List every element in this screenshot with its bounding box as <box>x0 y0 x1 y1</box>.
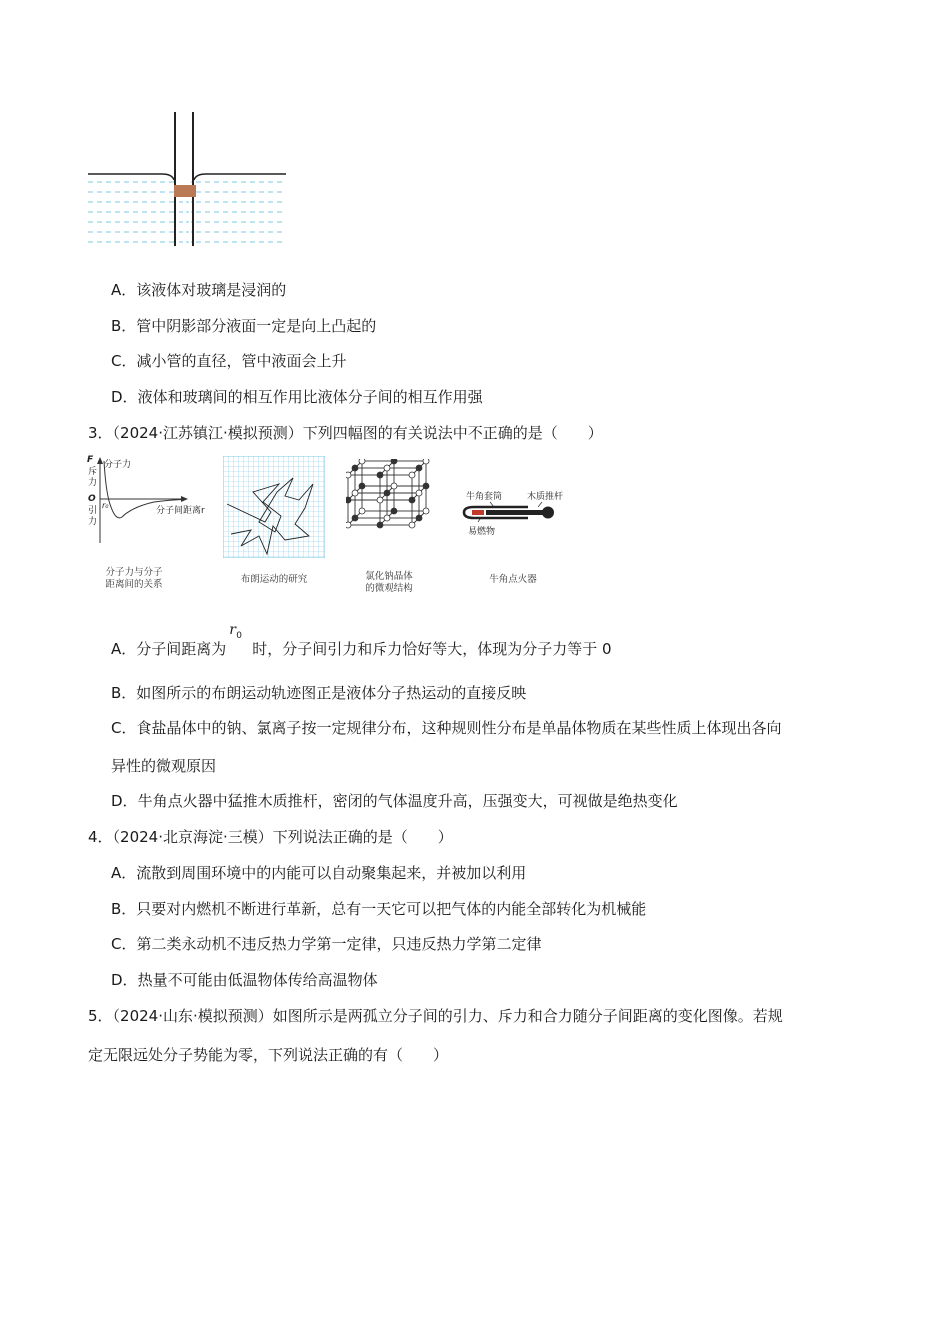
fig1-top-label: 分子力 <box>104 460 132 470</box>
fig1-r0-label: r₀ <box>102 501 109 510</box>
grid-background <box>223 456 325 558</box>
q4-option-d: D．热量不可能由低温物体传给高温物体 <box>111 971 378 989</box>
q4-stem: 4．（2024·北京海淀·三模）下列说法正确的是（ ） <box>88 828 453 846</box>
r0-symbol: r 0 <box>229 622 243 641</box>
q2-option-a: A．该液体对玻璃是浸润的 <box>111 281 287 299</box>
fig2-caption: 布朗运动的研究 <box>240 574 308 585</box>
fuel-material <box>472 510 484 515</box>
fig4-fuel-label: 易燃物 <box>468 527 496 537</box>
molecular-force-graph <box>84 455 194 547</box>
q5-stem: 5．（2024·山东·模拟预测）如图所示是两孤立分子间的引力、斥力和合力随分子间距离的变化图像。若规 <box>88 1007 783 1025</box>
nacl-crystal-lattice <box>346 459 432 531</box>
q3-option-c-cont: 异性的微观原因 <box>111 757 217 775</box>
q3-option-d: D．牛角点火器中猛推木质推杆，密闭的气体温度升高，压强变大，可视做是绝热变化 <box>111 792 678 810</box>
q4-option-c: C．第二类永动机不违反热力学第一定律，只违反热力学第二定律 <box>111 935 542 953</box>
distance-axis-arrow <box>181 496 188 502</box>
wooden-rod <box>486 510 544 515</box>
fig1-caption: 分子力与分子 距离间的关系 <box>105 567 163 590</box>
fig4-sleeve-label: 牛角套筒 <box>466 492 503 502</box>
shaded-liquid-column <box>174 185 196 197</box>
fig1-repulsion-label: 斥力 <box>88 467 98 488</box>
fig4-caption: 牛角点火器 <box>489 574 537 585</box>
q5-stem-cont: 定无限远处分子势能为零，下列说法正确的有（ ） <box>88 1046 449 1064</box>
q3-option-c: C．食盐晶体中的钠、氯离子按一定规律分布，这种规则性分布是单晶体物质在某些性质上体现出各向 <box>111 719 782 737</box>
q2-option-d: D．液体和玻璃间的相互作用比液体分子间的相互作用强 <box>111 388 483 406</box>
rod-pointer <box>538 502 542 507</box>
q4-option-b: B．只要对内燃机不断进行革新，总有一天它可以把气体的内能全部转化为机械能 <box>111 900 647 918</box>
fig1-attraction-label: 引力 <box>88 506 98 527</box>
q3-option-a: A．分子间距离为 r 0 时，分子间引力和斥力恰好等大，体现为分子力等于 0 <box>111 622 612 658</box>
fig4-rod-label: 木质推杆 <box>527 492 564 502</box>
capillary-tube-figure <box>86 112 288 248</box>
force-axis-arrow <box>97 457 103 464</box>
fig1-x-label: 分子间距离r <box>156 506 205 516</box>
q2-option-c: C．减小管的直径，管中液面会上升 <box>111 352 347 370</box>
fig3-caption: 氯化钠晶体 的微观结构 <box>365 571 413 594</box>
q4-option-a: A．流散到周围环境中的内能可以自动聚集起来，并被加以利用 <box>111 864 527 882</box>
q2-option-b: B．管中阴影部分液面一定是向上凸起的 <box>111 317 377 335</box>
brownian-motion-grid <box>223 456 325 558</box>
fig1-origin-label: O <box>88 494 96 504</box>
fig1-y-label: F <box>87 455 94 465</box>
q3-option-b: B．如图所示的布朗运动轨迹图正是液体分子热运动的直接反映 <box>111 684 527 702</box>
rod-knob <box>542 507 554 519</box>
q3-stem: 3．（2024·江苏镇江·模拟预测）下列四幅图的有关说法中不正确的是（ ） <box>88 424 603 442</box>
